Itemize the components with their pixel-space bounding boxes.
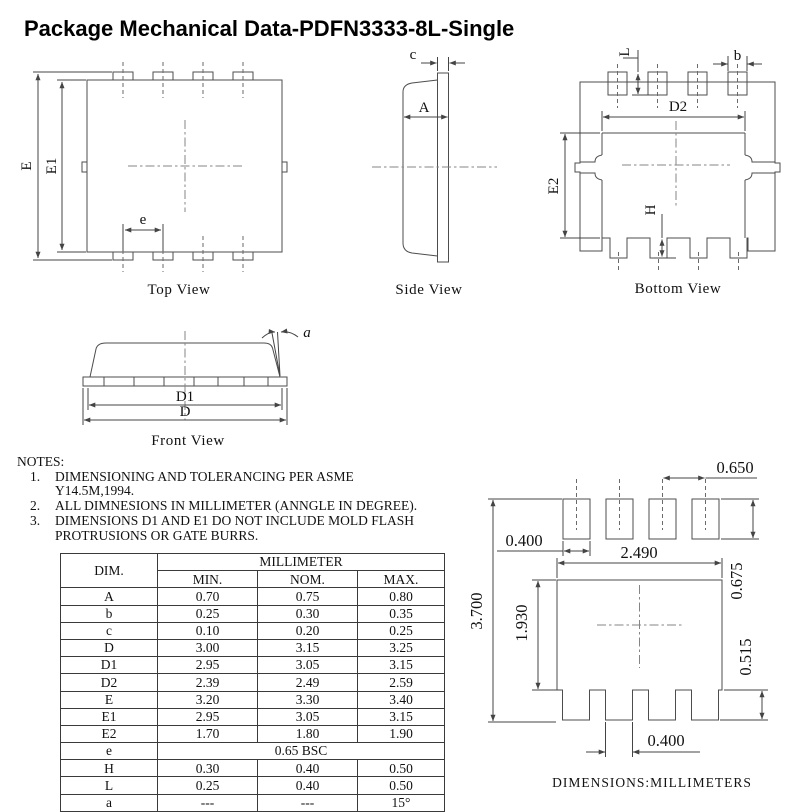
dim-cell: L <box>61 777 158 794</box>
dim-value-overall-height: 3.700 <box>467 592 486 630</box>
dim-value-bottom-tab-length: 0.515 <box>736 638 755 676</box>
dim-value-center-pad-width: 2.490 <box>620 543 658 562</box>
note-line: DIMENSIONS D1 AND E1 DO NOT INCLUDE MOLD FLASH <box>55 512 415 528</box>
max-cell: 0.35 <box>358 605 445 622</box>
dim-cell: E1 <box>61 708 158 725</box>
bottom-view-caption: Bottom View <box>634 281 722 297</box>
dim-label-a: a <box>303 325 311 341</box>
dim-label-e: e <box>139 212 147 228</box>
angle-reference-lines <box>272 332 280 376</box>
angle-arc-arrow <box>281 332 298 337</box>
land-pattern-pads <box>563 499 719 539</box>
table-row <box>61 743 445 760</box>
nom-cell: --- <box>258 794 358 811</box>
table-row <box>61 605 445 622</box>
exposed-pad-outline <box>602 133 745 238</box>
dim-label-b: b <box>733 48 742 64</box>
dimension-table <box>60 553 445 812</box>
note-item <box>17 499 487 514</box>
table-row <box>61 674 445 691</box>
nom-cell: 0.30 <box>258 605 358 622</box>
dim-cell: H <box>61 760 158 777</box>
col-header-nom: NOM. <box>258 571 358 588</box>
note-item <box>17 470 487 499</box>
front-view-drawing <box>83 325 311 449</box>
dim-label-D2: D2 <box>668 99 688 115</box>
max-cell: 15° <box>358 794 445 811</box>
pad-centerlines <box>577 479 706 530</box>
table-row <box>61 708 445 725</box>
min-cell: 0.70 <box>158 588 258 605</box>
note-number: 3. <box>30 512 41 528</box>
col-header-max: MAX. <box>358 571 445 588</box>
min-cell: 0.25 <box>158 777 258 794</box>
dim-value-center-pad-height: 1.930 <box>512 604 531 642</box>
center-crosshair <box>622 121 730 208</box>
max-cell: 0.80 <box>358 588 445 605</box>
max-cell: 1.90 <box>358 725 445 742</box>
table-row <box>61 657 445 674</box>
notes-section <box>17 455 487 543</box>
bottom-view-top-pads <box>608 72 747 95</box>
table-row <box>61 588 445 605</box>
note-number: 1. <box>30 468 41 484</box>
dim-label-E1: E1 <box>44 157 60 175</box>
min-cell: 2.39 <box>158 674 258 691</box>
dim-cell: A <box>61 588 158 605</box>
dim-label-A: A <box>418 100 430 116</box>
top-view-drawing <box>19 62 287 298</box>
dim-label-H: H <box>643 204 659 216</box>
nom-cell: 0.75 <box>258 588 358 605</box>
table-row <box>61 639 445 656</box>
nom-cell: 2.49 <box>258 674 358 691</box>
exposed-pad-left-tab <box>580 155 602 180</box>
dim-label-D1: D1 <box>175 389 195 405</box>
max-cell: 0.25 <box>358 622 445 639</box>
land-pattern-drawing <box>467 458 768 790</box>
side-view-drawing <box>372 47 497 298</box>
nom-cell: 3.05 <box>258 708 358 725</box>
bottom-pins <box>113 252 253 260</box>
pin-centerlines <box>123 62 243 272</box>
nom-cell: 3.05 <box>258 657 358 674</box>
max-cell: 3.15 <box>358 708 445 725</box>
dim-cell: D2 <box>61 674 158 691</box>
extension-lines <box>720 690 768 720</box>
dim-cell: D1 <box>61 657 158 674</box>
table-row <box>61 691 445 708</box>
dim-cell: a <box>61 794 158 811</box>
note-line: ALL DIMNESIONS IN MILLIMETER (ANNGLE IN DEGREE). <box>55 498 418 514</box>
nom-cell: 3.30 <box>258 691 358 708</box>
max-cell: 0.50 <box>358 760 445 777</box>
dim-label-D: D <box>179 404 191 420</box>
dim-label-E2: E2 <box>546 177 562 195</box>
extension-lines <box>123 224 163 251</box>
nom-cell: 3.15 <box>258 639 358 656</box>
top-pins <box>113 72 253 80</box>
max-cell: 3.40 <box>358 691 445 708</box>
note-line: PROTRUSIONS OR GATE BURRS. <box>55 527 259 543</box>
dim-cell: c <box>61 622 158 639</box>
nom-cell: 1.80 <box>258 725 358 742</box>
note-line: Y14.5M,1994. <box>55 483 135 499</box>
dim-value-pad-width: 0.400 <box>505 531 543 550</box>
dim-cell: b <box>61 605 158 622</box>
dim-label-c: c <box>409 47 417 63</box>
dim-header-cell: DIM. <box>61 554 158 588</box>
max-cell: 2.59 <box>358 674 445 691</box>
nom-cell: 0.40 <box>258 760 358 777</box>
dim-value-pad-pitch: 0.650 <box>716 458 754 477</box>
note-line: DIMENSIONING AND TOLERANCING PER ASME <box>55 468 354 484</box>
col-header-min: MIN. <box>158 571 258 588</box>
table-row <box>61 622 445 639</box>
side-view-caption: Side View <box>395 282 463 298</box>
min-cell: 1.70 <box>158 725 258 742</box>
center-crosshair <box>128 120 242 212</box>
span-cell: 0.65 BSC <box>158 743 445 760</box>
extension-lines <box>438 57 449 71</box>
note-item <box>17 514 487 543</box>
side-nub <box>282 162 287 172</box>
max-cell: 3.15 <box>358 657 445 674</box>
min-cell: 3.00 <box>158 639 258 656</box>
min-cell: 3.20 <box>158 691 258 708</box>
exposed-pad-right-tab <box>745 155 775 180</box>
bottom-view-drawing <box>546 47 780 297</box>
dim-value-pad-length: 0.675 <box>727 562 746 600</box>
page-title: Package Mechanical Data-PDFN3333-8L-Single <box>24 16 515 41</box>
table-header-row <box>61 554 445 571</box>
dim-cell: D <box>61 639 158 656</box>
top-view-caption: Top View <box>147 282 211 298</box>
max-cell: 0.50 <box>358 777 445 794</box>
units-caption: DIMENSIONS:MILLIMETERS <box>552 775 752 790</box>
center-crosshair <box>597 585 682 668</box>
dim-label-E: E <box>19 161 35 171</box>
note-number: 2. <box>30 498 41 514</box>
min-cell: 0.25 <box>158 605 258 622</box>
dim-cell: E <box>61 691 158 708</box>
dim-label-L: L <box>617 47 633 57</box>
min-cell: 0.10 <box>158 622 258 639</box>
unit-header-cell: MILLIMETER <box>158 554 445 571</box>
front-view-caption: Front View <box>151 433 225 449</box>
dim-cell: e <box>61 743 158 760</box>
notes-heading: NOTES: <box>17 454 65 469</box>
max-cell: 3.25 <box>358 639 445 656</box>
nom-cell: 0.40 <box>258 777 358 794</box>
min-cell: 2.95 <box>158 657 258 674</box>
min-cell: 2.95 <box>158 708 258 725</box>
min-cell: --- <box>158 794 258 811</box>
nom-cell: 0.20 <box>258 622 358 639</box>
side-nub <box>82 162 87 172</box>
dim-value-bottom-tab-width: 0.400 <box>647 731 685 750</box>
min-cell: 0.30 <box>158 760 258 777</box>
extension-lines <box>654 214 676 258</box>
table-row <box>61 794 445 811</box>
table-row <box>61 760 445 777</box>
table-row <box>61 725 445 742</box>
table-row <box>61 777 445 794</box>
dim-cell: E2 <box>61 725 158 742</box>
lead-divisions <box>104 377 268 386</box>
